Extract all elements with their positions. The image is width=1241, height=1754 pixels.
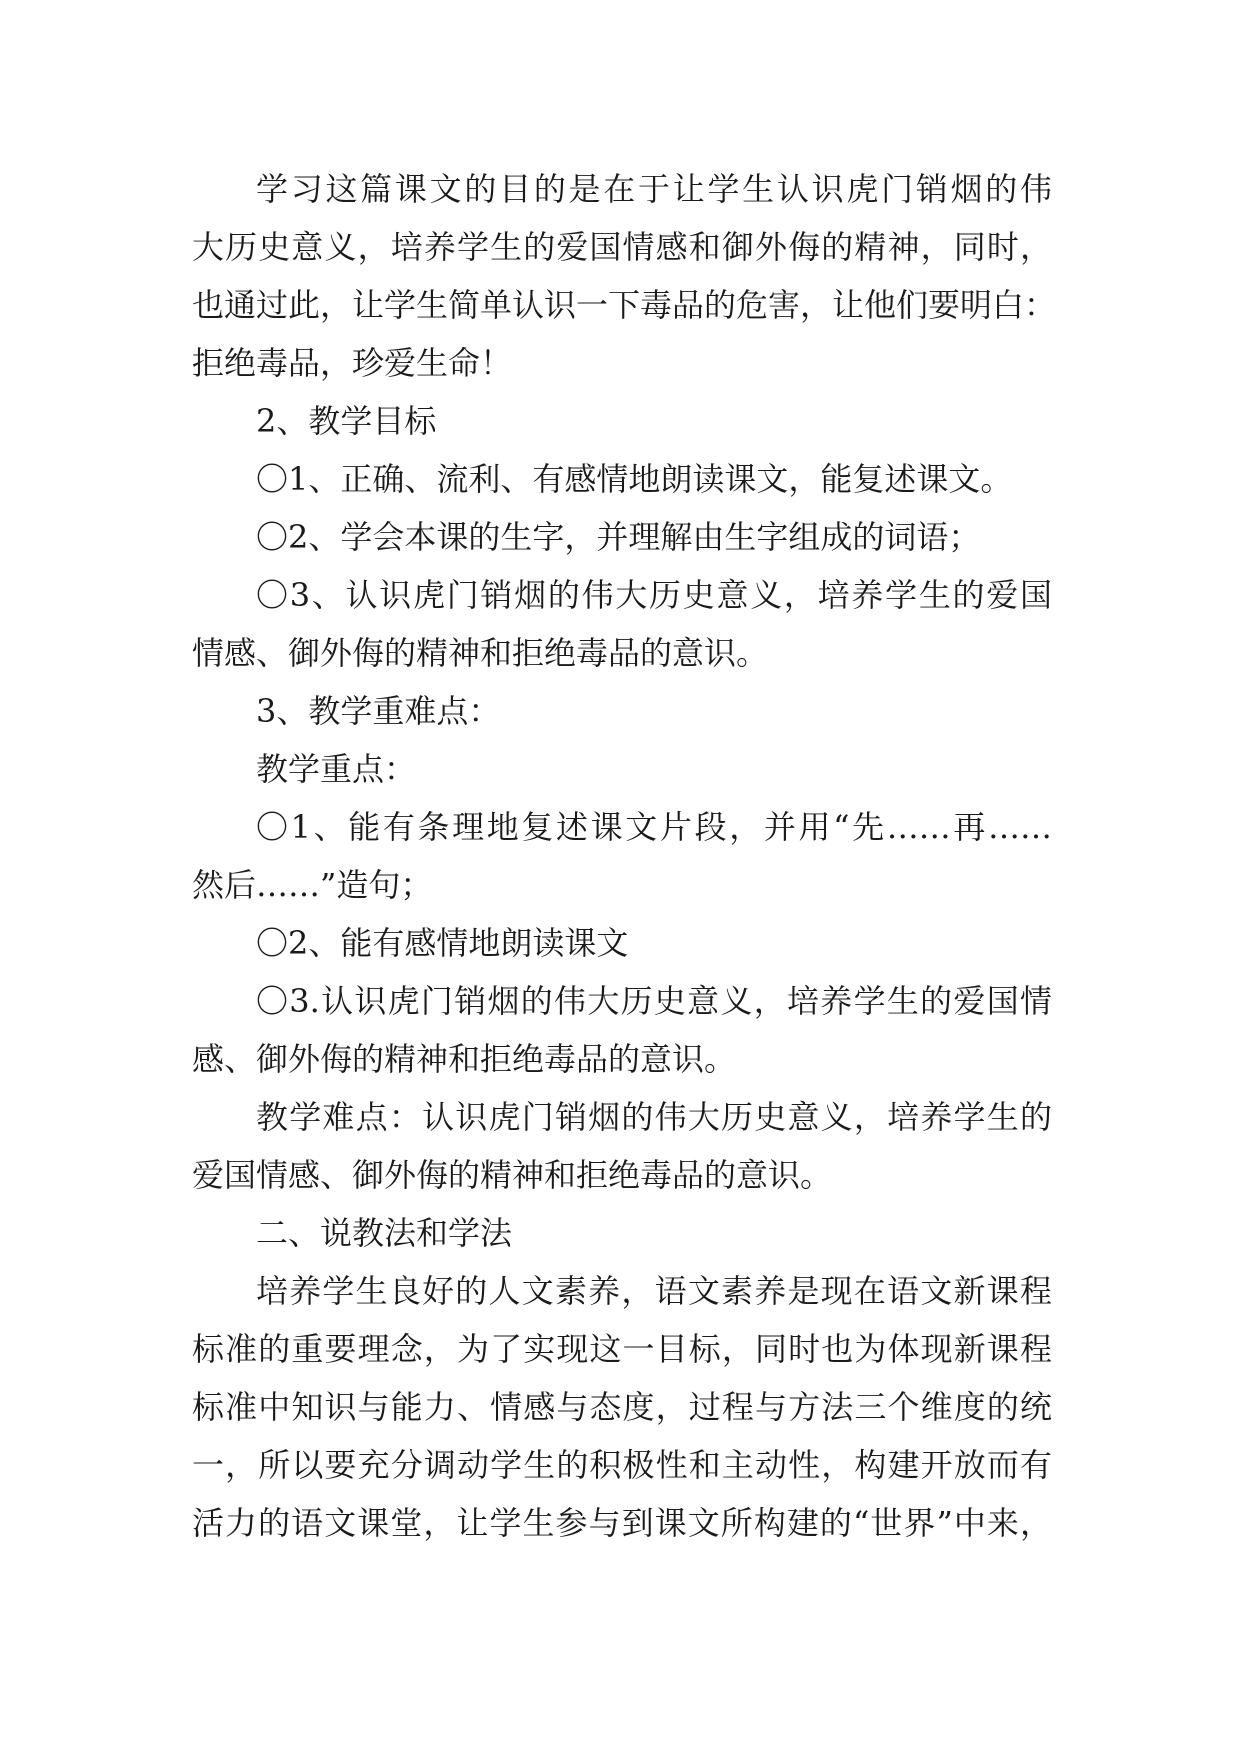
text-line: 学习这篇课文的目的是在于让学生认识虎门销烟的伟 [256,170,1052,208]
text-line: 标准的重要理念，为了实现这一目标，同时也为体现新课程 [192,1330,1052,1368]
text-line: 〇3.认识虎门销烟的伟大历史意义，培养学生的爱国情 [256,982,1052,1020]
heading-methods [192,1204,1052,1262]
goal-item-1 [192,450,1052,508]
text-line: 〇1、能有条理地复述课文片段，并用“先……再…… [256,808,1052,846]
text-line: 2、教学目标 [256,402,437,440]
heading-teaching-goals [192,392,1052,450]
heading-key-difficult-points [192,682,1052,740]
difficult-points [192,1088,1052,1204]
text-line: 〇3、认识虎门销烟的伟大历史意义，培养学生的爱国 [256,576,1052,614]
text-line: 一，所以要充分调动学生的积极性和主动性，构建开放而有 [192,1446,1052,1484]
text-line: 大历史意义，培养学生的爱国情感和御外侮的精神，同时， [192,228,1052,266]
key-point-item-3 [192,972,1052,1088]
text-line: 教学重点： [256,750,417,788]
document-body [192,160,1057,1552]
paragraph-methods [192,1262,1052,1552]
text-line: 然后……”造句； [192,866,433,904]
text-line: 情感、御外侮的精神和拒绝毒品的意识。 [192,634,769,672]
text-line: 也通过此，让学生简单认识一下毒品的危害，让他们要明白： [192,286,1057,324]
text-line: 爱国情感、御外侮的精神和拒绝毒品的意识。 [192,1156,833,1194]
text-line: 〇2、能有感情地朗读课文 [256,924,629,962]
text-line: 教学难点：认识虎门销烟的伟大历史意义，培养学生的 [256,1098,1052,1136]
text-line: 二、说教法和学法 [256,1214,513,1252]
text-line: 拒绝毒品，珍爱生命！ [192,344,513,382]
text-line: 3、教学重难点： [256,692,501,730]
text-line: 〇1、正确、流利、有感情地朗读课文，能复述课文。 [256,460,1013,498]
text-line: 〇2、学会本课的生字，并理解由生字组成的词语； [256,518,981,556]
text-line: 活力的语文课堂，让学生参与到课文所构建的“世界”中来， [192,1504,1052,1542]
text-line: 培养学生良好的人文素养，语文素养是现在语文新课程 [256,1272,1052,1310]
key-point-item-1 [192,798,1052,914]
text-line: 标准中知识与能力、情感与态度，过程与方法三个维度的统 [192,1388,1052,1426]
goal-item-2 [192,508,1052,566]
text-line: 感、御外侮的精神和拒绝毒品的意识。 [192,1040,737,1078]
key-point-item-2 [192,914,1052,972]
subheading-key-points [192,740,1052,798]
goal-item-3 [192,566,1052,682]
paragraph-purpose [192,160,1057,392]
